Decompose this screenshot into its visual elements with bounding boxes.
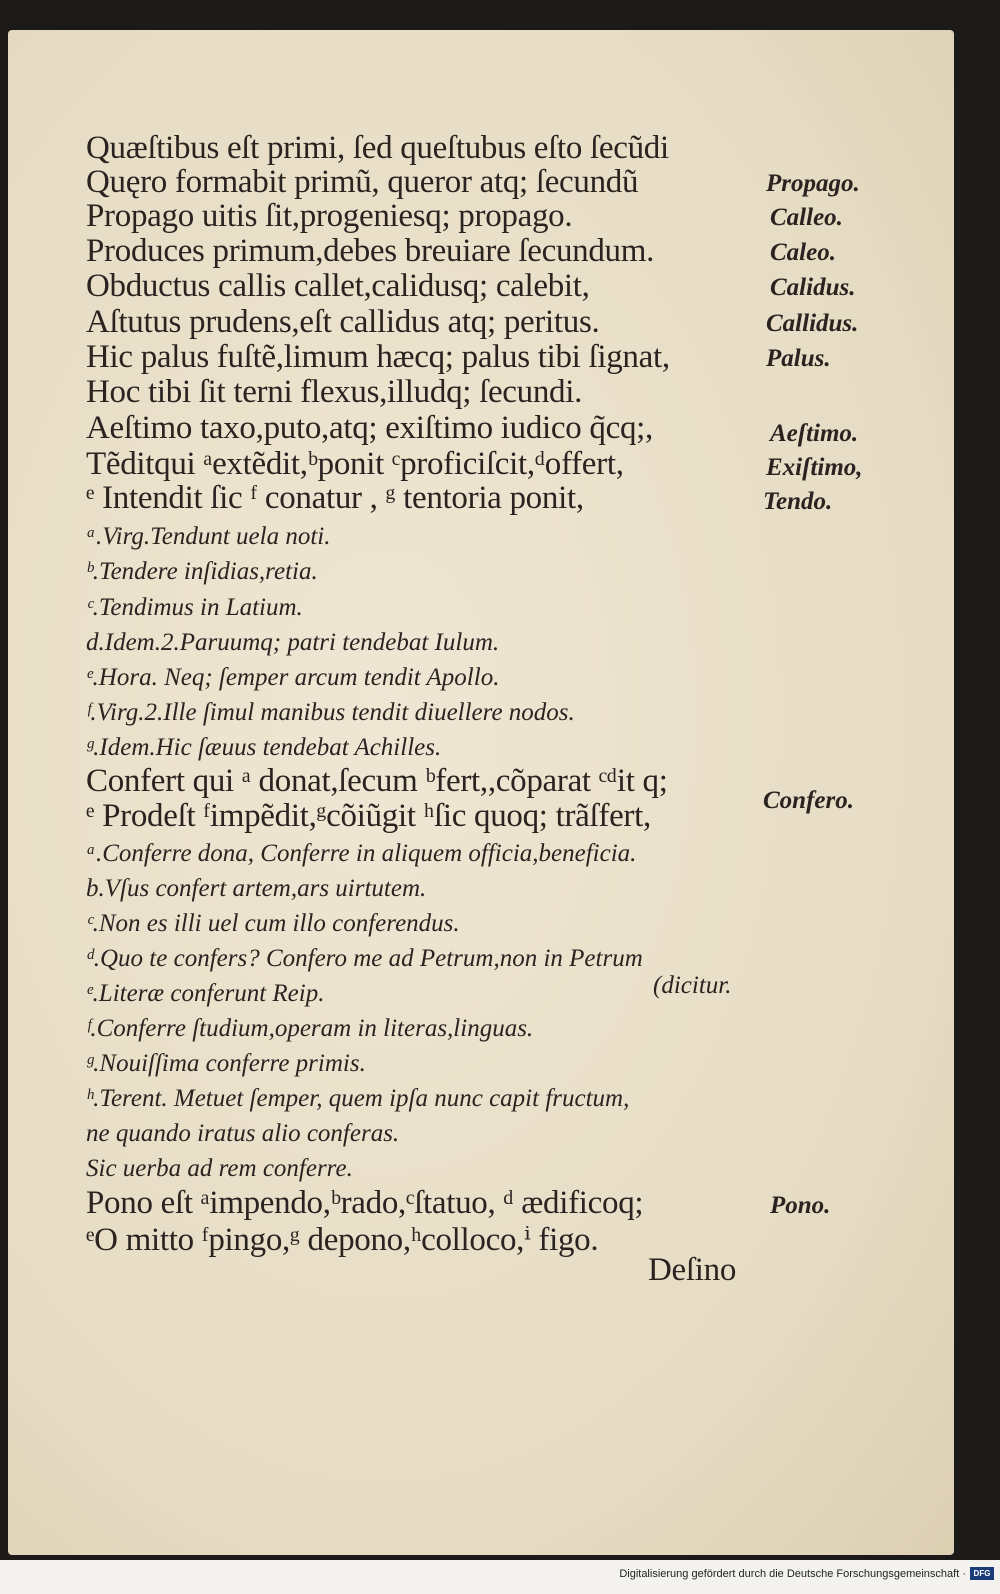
- verse-line: Quæſtibus eſt primi, ſed queſtubus eſto ſecũdi: [86, 130, 669, 166]
- verse-line: Propago uitis ſit,progeniesq; propago.: [86, 198, 573, 234]
- verse-line: Produces primum,debes breuiare ſecundum.: [86, 233, 655, 269]
- margin-word: Pono.: [770, 1192, 831, 1219]
- note-line: ᵈ.Quo te confers? Confero me ad Petrum,non in Petrum: [86, 945, 643, 972]
- margin-word: Exiſtimo,: [766, 454, 863, 481]
- verse-line: Pono eſt ᵃimpendo,ᵇrado,ᶜſtatuo, ᵈ ædificoq;: [86, 1185, 644, 1221]
- dfg-logo: DFG: [970, 1567, 994, 1580]
- verse-line: Hic palus fuſtẽ,limum hæcq; palus tibi ſignat,: [86, 339, 670, 375]
- note-line: ᵉ.Hora. Neq; ſemper arcum tendit Apollo.: [86, 664, 500, 691]
- verse-line: Aeſtimo taxo,puto,atq; exiſtimo iudico q̃cq;,: [86, 410, 653, 446]
- verse-line: Tẽditqui ᵃextẽdit,ᵇponit ᶜproficiſcit,ᵈoffert,: [86, 446, 624, 482]
- page-text: [8, 30, 954, 1555]
- note-line: ᶜ.Non es illi uel cum illo conferendus.: [86, 910, 460, 937]
- note-line: ᶠ.Conferre ſtudium,operam in literas,linguas.: [86, 1015, 534, 1042]
- verse-line: ᵉ Prodeſt ᶠimpẽdit,ᵍcõiũgit ʰſic quoq; trãſfert,: [86, 798, 651, 834]
- note-line: b.Vſus confert artem,ars uirtutem.: [86, 875, 427, 902]
- verse-line: Confert qui ᵃ donat,ſecum ᵇfert,,cõparat ᶜᵈit q;: [86, 763, 668, 799]
- note-line: ᵍ.Idem.Hic ſæuus tendebat Achilles.: [86, 734, 442, 761]
- margin-word: Propago.: [766, 170, 860, 197]
- verse-line: Quęro formabit primũ, queror atq; ſecundũ: [86, 164, 639, 200]
- margin-word: Palus.: [766, 345, 831, 372]
- note-line: ᵃ.Conferre dona, Conferre in aliquem officia,beneficia.: [86, 840, 637, 867]
- note-line: d.Idem.2.Paruumq; patri tendebat Iulum.: [86, 629, 500, 656]
- margin-word: Confero.: [763, 787, 854, 814]
- note-line: ᵇ.Tendere inſidias,retia.: [86, 558, 318, 585]
- note-line: ᵃ.Virg.Tendunt uela noti.: [86, 523, 331, 550]
- note-line: ne quando iratus alio conferas.: [86, 1120, 400, 1147]
- margin-word: Callidus.: [766, 310, 859, 337]
- note-line: ᵍ.Nouiſſima conferre primis.: [86, 1050, 366, 1077]
- margin-word: Tendo.: [763, 488, 833, 515]
- note-line: ᶠ.Virg.2.Ille ſimul manibus tendit diuellere nodos.: [86, 699, 575, 726]
- margin-word: Aeſtimo.: [770, 420, 859, 447]
- note-line: ᵉ.Literæ conferunt Reip.: [86, 980, 325, 1007]
- margin-word: Calleo.: [770, 204, 843, 231]
- verse-line: Aſtutus prudens,eſt callidus atq; peritus.: [86, 304, 600, 340]
- footer-bar: [0, 1562, 1000, 1594]
- verse-line: ᵉ Intendit ſic ᶠ conatur , ᵍ tentoria ponit,: [86, 480, 584, 516]
- verse-line: Obductus callis callet,calidusq; calebit,: [86, 268, 590, 304]
- note-line: (dicitur.: [653, 972, 732, 999]
- book-page: [8, 30, 954, 1555]
- footer-credit: Digitalisierung gefördert durch die Deutsche Forschungsgemeinschaft ·: [619, 1568, 966, 1580]
- verse-line: ᵉO mitto ᶠpingo,ᵍ depono,ʰcolloco,ⁱ figo.: [86, 1222, 599, 1258]
- margin-word: Caleo.: [770, 239, 836, 266]
- note-line: ᶜ.Tendimus in Latium.: [86, 594, 303, 621]
- catchword: Deſino: [648, 1252, 737, 1288]
- margin-word: Calidus.: [770, 274, 856, 301]
- note-line: ʰ.Terent. Metuet ſemper, quem ipſa nunc capit fructum,: [86, 1085, 630, 1112]
- note-line: Sic uerba ad rem conferre.: [86, 1155, 353, 1182]
- verse-line: Hoc tibi ſit terni flexus,illudq; ſecundi.: [86, 374, 583, 410]
